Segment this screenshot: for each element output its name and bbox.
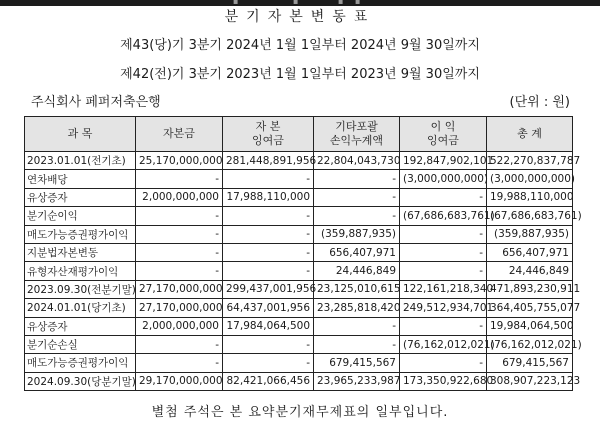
value-cell: 19,984,064,500 <box>487 317 573 335</box>
statement-title: 분기자본변동표 <box>224 9 376 25</box>
row-label-cell: 매도가능증권평가이익 <box>25 354 136 372</box>
header-aoci: 기타포괄 손익누계액 <box>314 117 400 152</box>
value-cell: - <box>314 170 400 188</box>
row-label-cell: 2023.09.30(전분기말) <box>25 280 136 298</box>
value-cell: - <box>223 335 314 353</box>
prior-period: 제42(전)기 3분기 2023년 1월 1일부터 2023년 9월 30일까지 <box>120 67 480 82</box>
value-cell: 24,446,849 <box>314 262 400 280</box>
value-cell: 19,988,110,000 <box>487 188 573 206</box>
unit-label: (단위 : 원) <box>509 95 570 110</box>
value-cell: (76,162,012,021) <box>400 335 487 353</box>
table-row <box>25 207 573 225</box>
value-cell: 29,170,000,000 <box>136 372 223 390</box>
value-cell: 656,407,971 <box>314 243 400 261</box>
value-cell: - <box>314 317 400 335</box>
table-row <box>25 335 573 353</box>
row-label-cell: 유상증자 <box>25 317 136 335</box>
value-cell: - <box>223 170 314 188</box>
value-cell: 27,170,000,000 <box>136 280 223 298</box>
header-capital: 자본금 <box>136 117 223 152</box>
header-retained-earnings: 이 익 잉여금 <box>400 117 487 152</box>
value-cell: (76,162,012,021) <box>487 335 573 353</box>
table-row <box>25 280 573 298</box>
value-cell: (3,000,000,000) <box>400 170 487 188</box>
value-cell: 64,437,001,956 <box>223 299 314 317</box>
value-cell: 82,421,066,456 <box>223 372 314 390</box>
value-cell: 27,170,000,000 <box>136 299 223 317</box>
header-capital-surplus: 자 본 잉여금 <box>223 117 314 152</box>
table-row <box>25 170 573 188</box>
row-label-cell: 유상증자 <box>25 188 136 206</box>
company-name: 주식회사 페퍼저축은행 <box>31 95 161 110</box>
zoom-control-icon[interactable]: ▪ <box>293 0 299 6</box>
value-cell: - <box>400 225 487 243</box>
value-cell: 23,965,233,987 <box>314 372 400 390</box>
value-cell: (67,686,683,761) <box>487 207 573 225</box>
value-cell: 192,847,902,101 <box>400 152 487 170</box>
value-cell: - <box>314 335 400 353</box>
row-label-cell: 분기순손실 <box>25 335 136 353</box>
footnote: 별첨 주석은 본 요약분기재무제표의 일부입니다. <box>151 405 449 420</box>
value-cell: - <box>223 354 314 372</box>
table-row <box>25 188 573 206</box>
value-cell: 656,407,971 <box>487 243 573 261</box>
value-cell: - <box>314 207 400 225</box>
value-cell: - <box>400 188 487 206</box>
value-cell: - <box>400 262 487 280</box>
value-cell: - <box>400 317 487 335</box>
value-cell: 25,170,000,000 <box>136 152 223 170</box>
row-label-cell: 2024.09.30(당분기말) <box>25 372 136 390</box>
value-cell: - <box>223 225 314 243</box>
value-cell: 281,448,891,956 <box>223 152 314 170</box>
value-cell: 122,161,218,340 <box>400 280 487 298</box>
table-row <box>25 372 573 390</box>
value-cell: - <box>223 207 314 225</box>
table-row <box>25 152 573 170</box>
value-cell: 471,893,230,911 <box>487 280 573 298</box>
value-cell: (67,686,683,761) <box>400 207 487 225</box>
value-cell: 17,988,110,000 <box>223 188 314 206</box>
table-row <box>25 317 573 335</box>
value-cell: - <box>136 335 223 353</box>
value-cell: - <box>400 354 487 372</box>
value-cell: 364,405,755,077 <box>487 299 573 317</box>
header-total: 총 계 <box>487 117 573 152</box>
value-cell: - <box>136 207 223 225</box>
value-cell: 308,907,223,123 <box>487 372 573 390</box>
row-label-cell: 분기순이익 <box>25 207 136 225</box>
value-cell: 249,512,934,701 <box>400 299 487 317</box>
row-label-cell: 매도가능증권평가이익 <box>25 225 136 243</box>
value-cell: 679,415,567 <box>487 354 573 372</box>
value-cell: 2,000,000,000 <box>136 317 223 335</box>
value-cell: 299,437,001,956 <box>223 280 314 298</box>
equity-change-table <box>24 116 582 391</box>
value-cell: - <box>136 354 223 372</box>
row-label-cell: 2023.01.01(전기초) <box>25 152 136 170</box>
value-cell: - <box>136 243 223 261</box>
value-cell: - <box>136 262 223 280</box>
value-cell: - <box>223 262 314 280</box>
value-cell: - <box>223 243 314 261</box>
value-cell: 679,415,567 <box>314 354 400 372</box>
value-cell: (359,887,935) <box>487 225 573 243</box>
value-cell: - <box>400 243 487 261</box>
table-row <box>25 225 573 243</box>
header-account: 과 목 <box>25 117 136 152</box>
row-label-cell: 유형자산재평가이익 <box>25 262 136 280</box>
value-cell: - <box>136 170 223 188</box>
value-cell: 2,000,000,000 <box>136 188 223 206</box>
page-control-icon[interactable]: ▪ <box>233 0 239 6</box>
value-cell: - <box>136 225 223 243</box>
table-row <box>25 299 573 317</box>
row-label-cell: 지분법자본변동 <box>25 243 136 261</box>
row-label-cell: 2024.01.01(당기초) <box>25 299 136 317</box>
value-cell: 23,285,818,420 <box>314 299 400 317</box>
table-row <box>25 354 573 372</box>
value-cell: 522,270,837,787 <box>487 152 573 170</box>
value-cell: (359,887,935) <box>314 225 400 243</box>
value-cell: 23,125,010,615 <box>314 280 400 298</box>
tool-icon-2[interactable]: ▪ <box>355 0 361 6</box>
table-row <box>25 243 573 261</box>
value-cell: 22,804,043,730 <box>314 152 400 170</box>
tool-icon[interactable]: ▪ <box>338 0 344 6</box>
value-cell: 173,350,922,680 <box>400 372 487 390</box>
value-cell: (3,000,000,000) <box>487 170 573 188</box>
current-period: 제43(당)기 3분기 2024년 1월 1일부터 2024년 9월 30일까지 <box>120 38 480 53</box>
table-row <box>25 262 573 280</box>
row-label-cell: 연차배당 <box>25 170 136 188</box>
table-header-row <box>25 117 573 152</box>
value-cell: 17,984,064,500 <box>223 317 314 335</box>
value-cell: 24,446,849 <box>487 262 573 280</box>
value-cell: - <box>314 188 400 206</box>
